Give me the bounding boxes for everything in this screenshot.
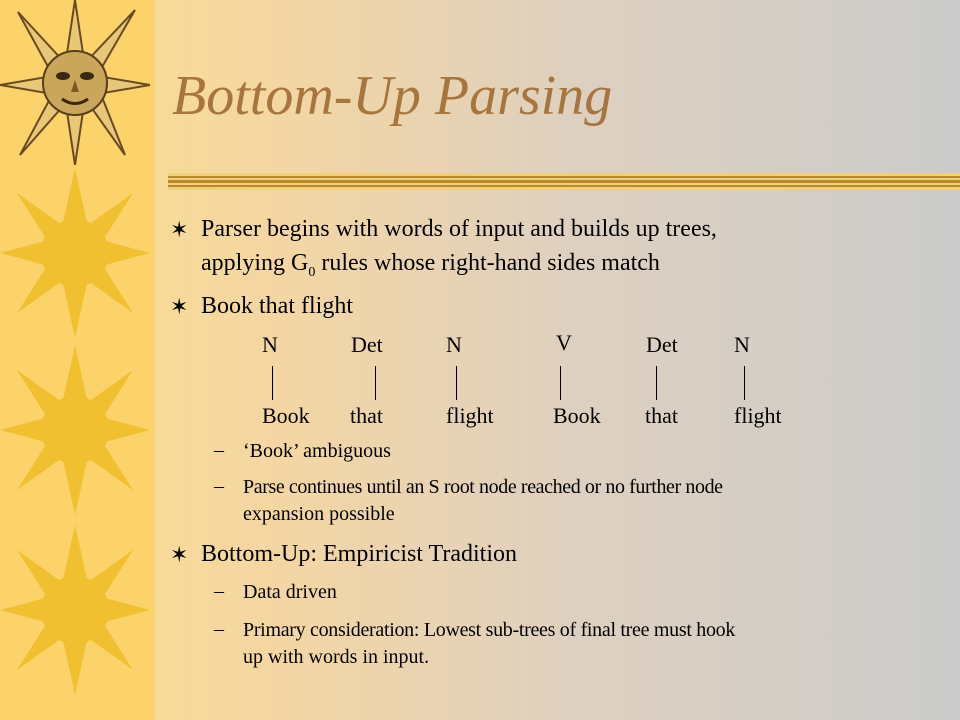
sun-face-icon	[0, 0, 150, 165]
sub-bullet-2-line-2: expansion possible	[243, 503, 395, 525]
word-label: that	[645, 403, 678, 428]
dash-marker: –	[214, 475, 224, 497]
sub-bullet-4-line-2: up with words in input.	[243, 646, 430, 668]
bullet-star-icon: ✶	[170, 542, 189, 567]
tree-edge	[456, 366, 457, 400]
tag-label: Det	[351, 332, 383, 357]
word-label: that	[350, 403, 383, 428]
bullet-3: Bottom-Up: Empiricist Tradition	[201, 541, 518, 567]
dash-marker: –	[214, 580, 224, 602]
title-divider	[168, 173, 960, 190]
sub-bullet-1: ‘Book’ ambiguous	[243, 440, 391, 462]
bullet-1-text-a: applying G	[201, 250, 309, 276]
word-label: flight	[734, 403, 782, 428]
sub-bullet-3: Data driven	[243, 581, 337, 603]
g-subscript: 0	[308, 264, 316, 280]
tag-label: N	[446, 332, 462, 357]
bullet-1-line-2	[201, 248, 660, 288]
sun-icon	[0, 525, 150, 695]
tree-edge	[375, 366, 376, 400]
tag-label: N	[734, 332, 750, 357]
tree-edge	[656, 366, 657, 400]
dash-marker: –	[214, 439, 224, 461]
slide-title: Bottom-Up Parsing	[172, 65, 613, 127]
sun-icon	[0, 168, 150, 338]
bullet-1-text-b: rules whose right-hand sides match	[315, 250, 660, 276]
bullet-1-line-1: Parser begins with words of input and builds up trees,	[201, 216, 717, 242]
word-label: Book	[262, 403, 310, 428]
sun-icon	[0, 345, 150, 515]
tag-label: Det	[646, 332, 678, 357]
word-label: flight	[446, 403, 494, 428]
bullet-star-icon: ✶	[170, 217, 189, 242]
tree-edge	[272, 366, 273, 400]
bullet-2: Book that flight	[201, 293, 353, 319]
tag-label: N	[262, 332, 278, 357]
word-label: Book	[553, 403, 601, 428]
bullet-star-icon: ✶	[170, 294, 189, 319]
tree-edge	[560, 366, 561, 400]
tag-label: V	[556, 330, 572, 355]
sub-bullet-4-line-1: Primary consideration: Lowest sub-trees of final tree must hook	[243, 619, 736, 641]
tree-edge	[744, 366, 745, 400]
sub-bullet-2-line-1: Parse continues until an S root node reached or no further node	[243, 476, 723, 498]
dash-marker: –	[214, 618, 224, 640]
